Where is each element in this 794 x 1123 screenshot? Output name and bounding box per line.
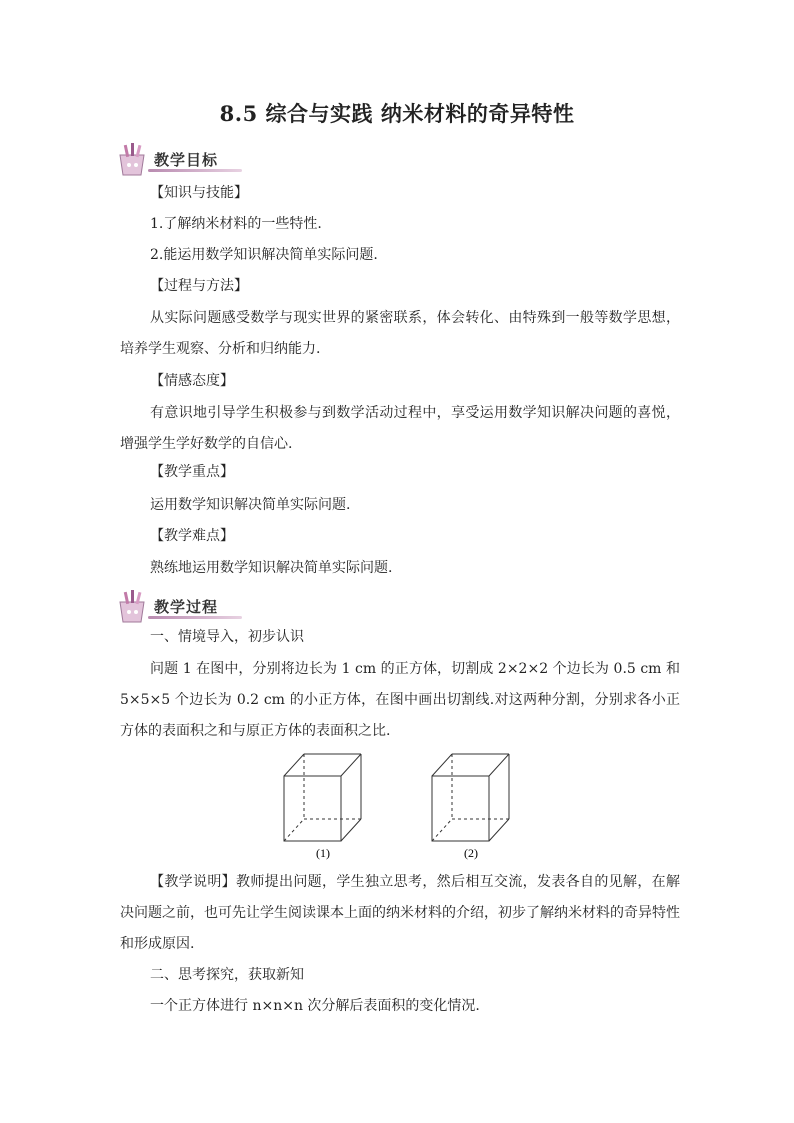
- section-header-goals: [116, 143, 246, 177]
- section-underline: [148, 616, 242, 619]
- emotion-heading: 【情感态度】: [150, 373, 234, 389]
- step-2-text: 一个正方体进行 n×n×n 次分解后表面积的变化情况.: [150, 998, 480, 1014]
- section-title-process: 教学过程: [154, 598, 219, 616]
- cube-figure: [276, 750, 526, 860]
- teaching-note: 【教学说明】教师提出问题，学生独立思考，然后相互交流，发表各自的见解，在解决问题之前，也可先让学生阅读课本上面的纳米材料的介绍，初步了解纳米材料的奇异特性和形成原因.: [120, 874, 680, 952]
- knowledge-item-1: 1.了解纳米材料的一些特性.: [150, 216, 322, 232]
- step-1-heading: 一、情境导入，初步认识: [150, 629, 304, 645]
- difficulty-heading: 【教学难点】: [150, 528, 234, 544]
- pencil-cup-icon: [116, 590, 152, 624]
- cube-diagrams: [276, 750, 526, 860]
- step-2-heading: 二、思考探究，获取新知: [150, 967, 304, 983]
- key-point-text: 运用数学知识解决简单实际问题.: [150, 497, 351, 513]
- emotion-text: 有意识地引导学生积极参与到数学活动过程中，享受运用数学知识解决问题的喜悦，增强学生学好数学的自信心.: [120, 405, 680, 452]
- key-point-heading: 【教学重点】: [150, 464, 234, 480]
- cube-2: [432, 754, 509, 841]
- figure-caption-1: (1): [316, 846, 330, 860]
- page-title: 8.5 综合与实践 纳米材料的奇异特性: [219, 101, 575, 126]
- method-text: 从实际问题感受数学与现实世界的紧密联系，体会转化、由特殊到一般等数学思想，培养学生观察、分析和归纳能力.: [120, 310, 680, 357]
- cube-1: [284, 754, 361, 841]
- method-heading: 【过程与方法】: [150, 278, 248, 294]
- question-1-text: 问题 1 在图中，分别将边长为 1 cm 的正方体，切割成 2×2×2 个边长为 0.5 cm 和 5×5×5 个边长为 0.2 cm 的小正方体，在图中画出切割线.对这两种分割，分别求各小正方体的表面积之和与原正方体的表面积之比.: [120, 661, 680, 739]
- figure-caption-2: (2): [464, 846, 478, 860]
- section-title-goals: 教学目标: [154, 151, 219, 169]
- knowledge-heading: 【知识与技能】: [150, 185, 248, 201]
- knowledge-item-2: 2.能运用数学知识解决简单实际问题.: [150, 247, 378, 263]
- pencil-cup-icon: [116, 143, 152, 177]
- section-underline: [148, 169, 242, 172]
- difficulty-text: 熟练地运用数学知识解决简单实际问题.: [150, 560, 393, 576]
- section-header-process: [116, 590, 246, 624]
